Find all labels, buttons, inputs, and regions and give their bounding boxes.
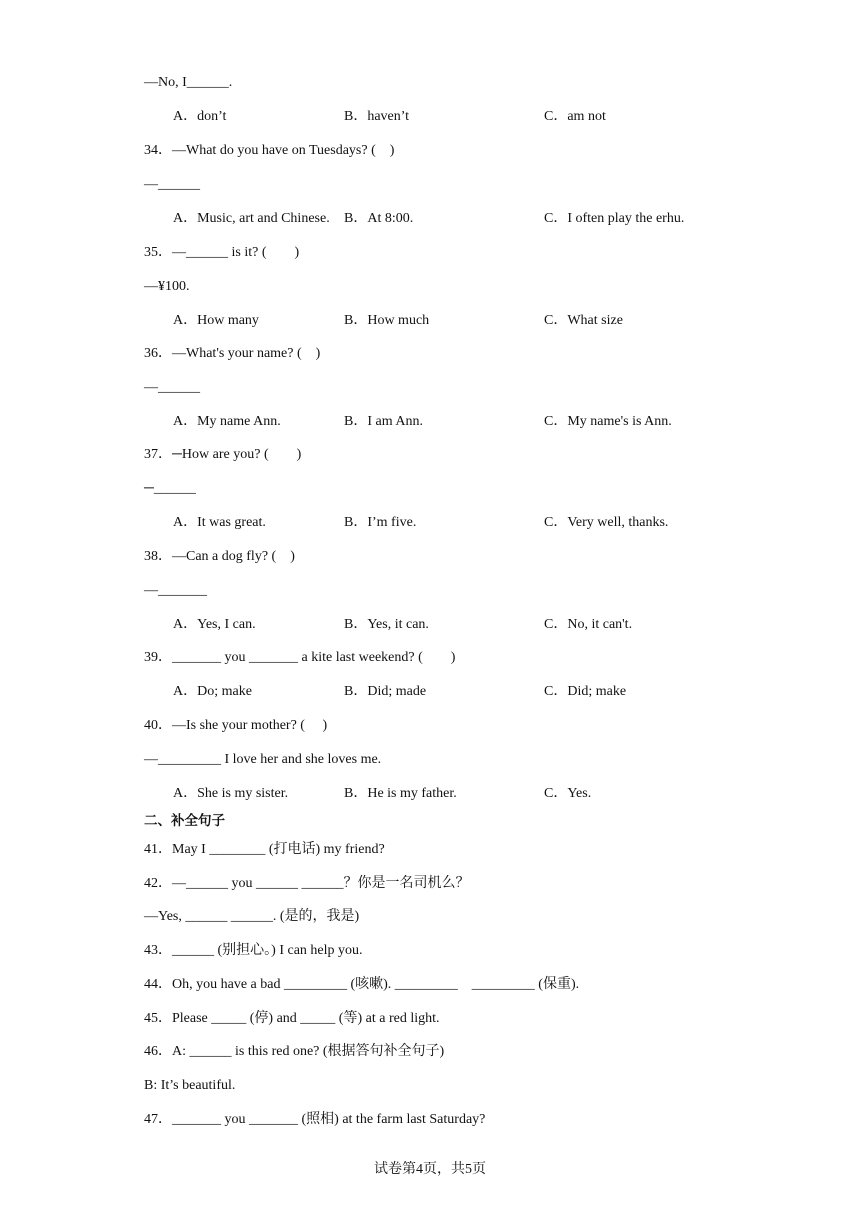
q44-sentence: 44．Oh, you have a bad _________ (咳嗽). _________ _________ (保重). bbox=[144, 977, 580, 992]
q39-option-a: A．Do; make bbox=[173, 684, 252, 699]
q42-sentence: 42．—______ you ______ ______？你是一名司机么？ bbox=[144, 876, 470, 891]
q46-sentence: 46．A: ______ is this red one? (根据答句补全句子) bbox=[144, 1044, 445, 1059]
q35-option-c: C．What size bbox=[544, 313, 623, 328]
q46-answer-line: B: It’s beautiful. bbox=[144, 1078, 236, 1093]
q34-option-c: C．I often play the erhu. bbox=[544, 211, 685, 226]
q36-option-c: C．My name's is Ann. bbox=[544, 414, 672, 429]
q34-option-b: B．At 8:00. bbox=[344, 211, 414, 226]
q37-option-a: A．It was great. bbox=[173, 515, 266, 530]
q33-answer-line: —No, I______. bbox=[144, 75, 233, 90]
q34-question: 34．—What do you have on Tuesdays? ( ) bbox=[144, 143, 395, 158]
q40-question: 40．—Is she your mother? ( ) bbox=[144, 718, 328, 733]
q36-option-b: B．I am Ann. bbox=[344, 414, 423, 429]
q40-option-b: B．He is my father. bbox=[344, 786, 457, 801]
q35-option-a: A．How many bbox=[173, 313, 259, 328]
q39-option-c: C．Did; make bbox=[544, 684, 627, 699]
q33-option-b: B．haven’t bbox=[344, 109, 410, 124]
q47-sentence: 47．_______ you _______ (照相) at the farm last Saturday? bbox=[144, 1112, 486, 1127]
q39-option-b: B．Did; made bbox=[344, 684, 427, 699]
q40-option-a: A．She is my sister. bbox=[173, 786, 289, 801]
q33-option-a: A．don’t bbox=[173, 109, 227, 124]
q38-option-a: A．Yes, I can. bbox=[173, 617, 256, 632]
q38-question: 38．—Can a dog fly? ( ) bbox=[144, 549, 295, 564]
page-footer: 试卷第4页，共5页 bbox=[374, 1162, 486, 1177]
q34-answer-line: —______ bbox=[144, 177, 200, 192]
q37-option-b: B．I’m five. bbox=[344, 515, 417, 530]
q37-answer-line: ─______ bbox=[144, 481, 196, 496]
q33-option-c: C．am not bbox=[544, 109, 606, 124]
q40-option-c: C．Yes. bbox=[544, 786, 592, 801]
q42-answer-line: —Yes, ______ ______. (是的，我是) bbox=[144, 909, 360, 924]
q35-answer-line: —¥100. bbox=[144, 279, 190, 294]
q36-answer-line: —______ bbox=[144, 380, 200, 395]
q40-answer-line: —_________ I love her and she loves me. bbox=[144, 752, 382, 767]
q38-answer-line: —_______ bbox=[144, 583, 207, 598]
q37-option-c: C．Very well, thanks. bbox=[544, 515, 669, 530]
q36-option-a: A．My name Ann. bbox=[173, 414, 281, 429]
q35-question: 35．—______ is it? ( ) bbox=[144, 245, 300, 260]
q41-sentence: 41．May I ________ (打电话) my friend? bbox=[144, 842, 385, 857]
q39-question: 39．_______ you _______ a kite last weekend? ( ) bbox=[144, 650, 456, 665]
q45-sentence: 45．Please _____ (停) and _____ (等) at a red light. bbox=[144, 1011, 440, 1026]
q38-option-c: C．No, it can't. bbox=[544, 617, 633, 632]
section-heading: 二、补全句子 bbox=[144, 813, 225, 829]
q43-sentence: 43．______ (别担心。) I can help you. bbox=[144, 943, 363, 958]
q37-question: 37．─How are you? ( ) bbox=[144, 447, 302, 462]
q35-option-b: B．How much bbox=[344, 313, 430, 328]
q34-option-a: A．Music, art and Chinese. bbox=[173, 211, 330, 226]
q38-option-b: B．Yes, it can. bbox=[344, 617, 429, 632]
q36-question: 36．—What's your name? ( ) bbox=[144, 346, 321, 361]
